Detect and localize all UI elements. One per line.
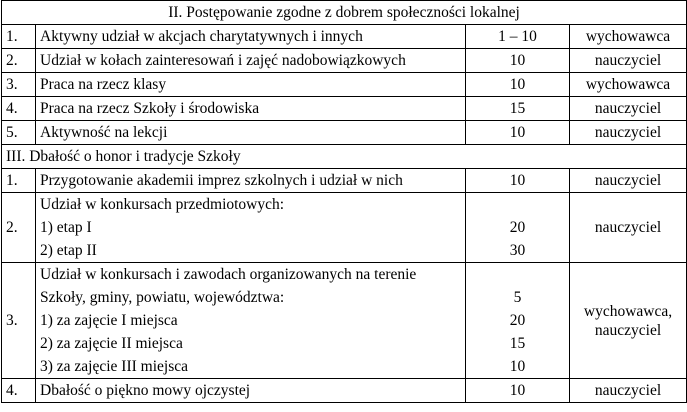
points-line: 20 xyxy=(509,219,526,236)
row-description: Udział w kołach zainteresowań i zajęć nadobowiązkowych xyxy=(36,49,466,73)
row-points: 10 xyxy=(466,73,570,97)
row-number: 1. xyxy=(2,169,36,193)
row-description: Dbałość o piękno mowy ojczystej xyxy=(36,379,466,403)
row-points: 10 xyxy=(466,169,570,193)
description-line: Szkoły, gminy, powiatu, województwa: xyxy=(40,289,285,306)
row-responsible: nauczyciel xyxy=(570,169,687,193)
row-number: 5. xyxy=(2,121,36,145)
row-description: Aktywny udział w akcjach charytatywnych i innych xyxy=(36,25,466,49)
row-points xyxy=(466,263,570,379)
row-description: Aktywność na lekcji xyxy=(36,121,466,145)
responsible-line: nauczyciel xyxy=(594,321,662,339)
table-row xyxy=(2,169,687,193)
description-line: Udział w konkursach przedmiotowych: xyxy=(40,196,285,213)
row-responsible: nauczyciel xyxy=(570,193,687,263)
row-points: 15 xyxy=(466,97,570,121)
table-row xyxy=(2,121,687,145)
points-line: 10 xyxy=(509,358,526,375)
row-number: 2. xyxy=(2,193,36,263)
row-responsible: wychowawca xyxy=(570,73,687,97)
description-line: 1) etap I xyxy=(40,219,92,236)
row-number: 3. xyxy=(2,263,36,379)
points-line xyxy=(470,193,565,216)
description-line: 2) za zajęcie II miejsca xyxy=(40,335,183,352)
row-responsible: nauczyciel xyxy=(570,121,687,145)
row-description xyxy=(36,193,466,263)
row-number: 2. xyxy=(2,49,36,73)
table-row xyxy=(2,193,687,263)
section-header-row xyxy=(2,145,687,169)
section-header-row xyxy=(2,1,687,25)
points-line: 5 xyxy=(513,289,522,306)
row-number: 3. xyxy=(2,73,36,97)
responsible-line: wychowawca, xyxy=(583,302,673,320)
points-line xyxy=(470,263,565,286)
row-description: Przygotowanie akademii imprez szkolnych i udział w nich xyxy=(36,169,466,193)
description-line: 1) za zajęcie I miejsca xyxy=(40,312,178,329)
row-points: 10 xyxy=(466,49,570,73)
row-points: 10 xyxy=(466,121,570,145)
row-responsible: nauczyciel xyxy=(570,379,687,403)
description-line: Udział w konkursach i zawodach organizowanych na terenie xyxy=(40,266,417,283)
section-title: III. Dbałość o honor i tradycje Szkoły xyxy=(2,145,687,169)
description-line: 2) etap II xyxy=(40,242,97,259)
row-responsible: nauczyciel xyxy=(570,97,687,121)
table-row xyxy=(2,49,687,73)
table-row xyxy=(2,379,687,403)
row-number: 4. xyxy=(2,379,36,403)
row-responsible xyxy=(570,263,687,379)
row-description: Praca na rzecz Szkoły i środowiska xyxy=(36,97,466,121)
row-description xyxy=(36,263,466,379)
description-line: 3) za zajęcie III miejsca xyxy=(40,358,189,375)
row-responsible: nauczyciel xyxy=(570,49,687,73)
row-number: 1. xyxy=(2,25,36,49)
points-line: 15 xyxy=(509,335,526,352)
table-row xyxy=(2,97,687,121)
row-number: 4. xyxy=(2,97,36,121)
points-table xyxy=(1,0,687,403)
row-points xyxy=(466,193,570,263)
table-row xyxy=(2,73,687,97)
points-line: 20 xyxy=(509,312,526,329)
row-points: 10 xyxy=(466,379,570,403)
points-line: 30 xyxy=(509,242,526,259)
row-description: Praca na rzecz klasy xyxy=(36,73,466,97)
section-title: II. Postępowanie zgodne z dobrem społeczności lokalnej xyxy=(2,1,687,25)
table-row xyxy=(2,263,687,379)
row-responsible: wychowawca xyxy=(570,25,687,49)
table-row xyxy=(2,25,687,49)
row-points: 1 – 10 xyxy=(466,25,570,49)
